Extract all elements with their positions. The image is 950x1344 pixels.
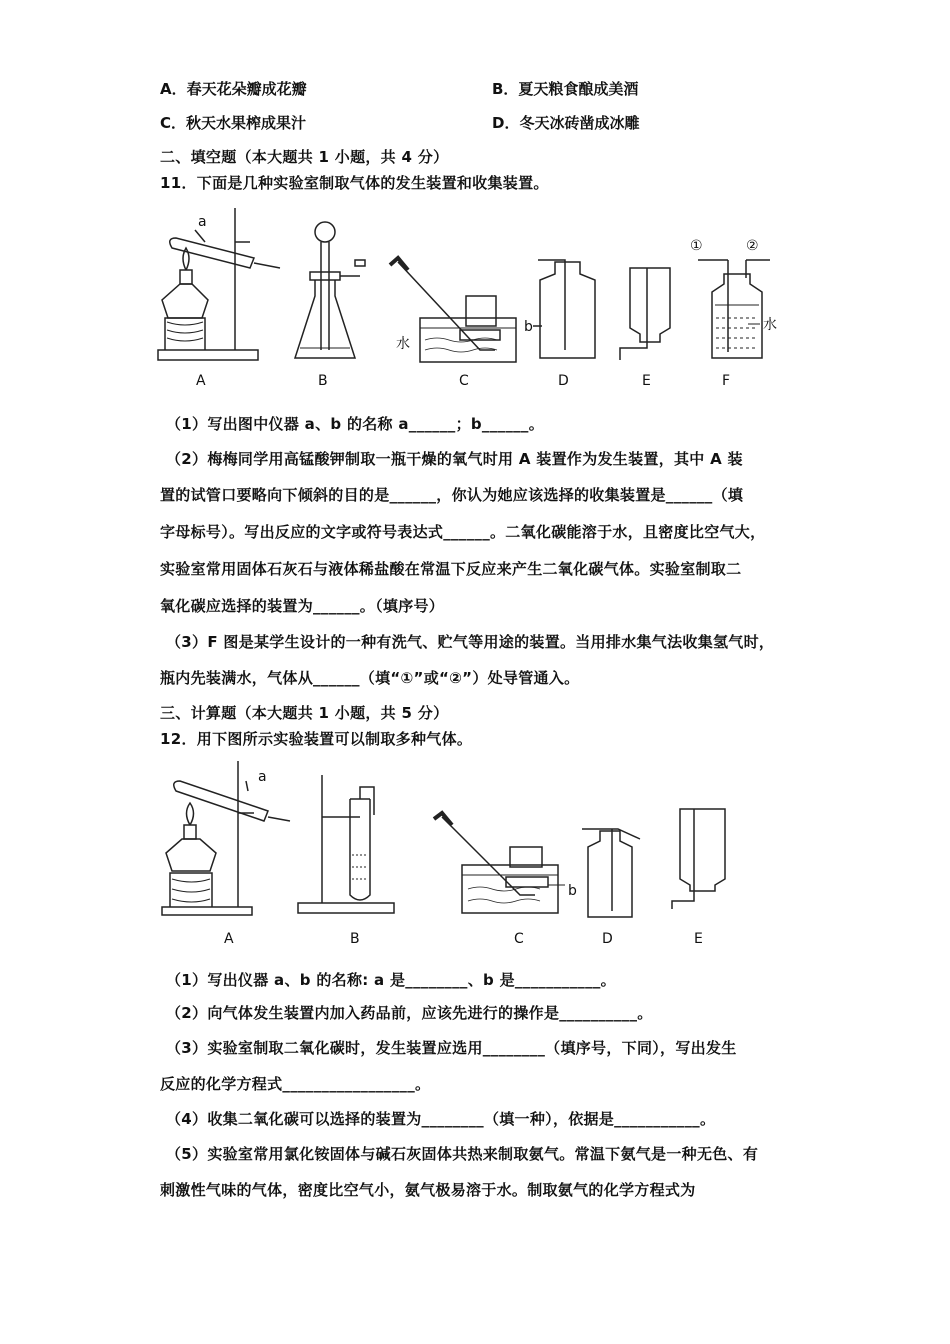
q11-part2-line3: 字母标号）。写出反应的文字或符号表达式______。二氧化碳能溶于水，且密度比空气大， — [160, 523, 766, 541]
fig1-circle-2: ② — [746, 238, 759, 254]
stand-base — [158, 350, 258, 360]
option-d: D．冬天冰砖凿成冰雕 — [492, 114, 640, 132]
q11-part1: （1）写出图中仪器 a、b 的名称 a______；b______。 — [166, 415, 545, 433]
fig1-label-a: a — [198, 214, 207, 230]
q12-part4: （4）收集二氧化碳可以选择的装置为________（填一种），依据是___________。 — [166, 1110, 716, 1128]
q12-apparatus-figure — [150, 755, 770, 955]
fig1-caption-F: F — [722, 373, 731, 389]
fig2-caption-C: C — [514, 931, 524, 947]
fig2-caption-B: B — [350, 931, 360, 947]
gas-bottle-e — [630, 268, 670, 342]
q12-part2: （2）向气体发生装置内加入药品前，应该先进行的操作是__________。 — [166, 1004, 653, 1022]
fig1-caption-C: C — [459, 373, 469, 389]
fig1-label-b: b — [524, 319, 533, 335]
q11-apparatus-figure — [150, 200, 800, 400]
fig1-caption-D: D — [558, 373, 569, 389]
conical-flask — [295, 280, 355, 358]
q12-stem: 12．用下图所示实验装置可以制取多种气体。 — [160, 730, 473, 748]
q12-part3-line1: （3）实验室制取二氧化碳时，发生装置应选用________（填序号，下同），写出发生 — [166, 1039, 737, 1057]
q12-part5-line1: （5）实验室常用氯化铵固体与碱石灰固体共热来制取氨气。常温下氨气是一种无色、有 — [166, 1145, 759, 1163]
fig2-caption-D: D — [602, 931, 613, 947]
q11-part2-line4: 实验室常用固体石灰石与液体稀盐酸在常温下反应来产生二氧化碳气体。实验室制取二 — [160, 560, 742, 578]
option-c: C．秋天水果榨成果汁 — [160, 114, 307, 132]
alcohol-lamp — [162, 284, 208, 318]
fig2-caption-E: E — [694, 931, 703, 947]
section3-heading: 三、计算题（本大题共 1 小题，共 5 分） — [160, 704, 449, 722]
option-b: B．夏天粮食酿成美酒 — [492, 80, 639, 98]
q11-part3-line2: 瓶内先装满水，气体从______（填“①”或“②”）处导管通入。 — [160, 669, 580, 687]
q11-part2-line1: （2）梅梅同学用高锰酸钾制取一瓶干燥的氧气时用 A 装置作为发生装置，其中 A 装 — [166, 450, 743, 468]
wash-bottle-f — [712, 274, 762, 358]
q12-part1: （1）写出仪器 a、b 的名称: a 是________、b 是___________。 — [166, 971, 616, 989]
gas-bottle-d — [540, 262, 595, 358]
section2-heading: 二、填空题（本大题共 1 小题，共 4 分） — [160, 148, 449, 166]
fig1-caption-B: B — [318, 373, 328, 389]
q11-part2-line5: 氧化碳应选择的装置为______。（填序号） — [160, 597, 445, 615]
fig1-caption-A: A — [196, 373, 206, 389]
q11-stem: 11．下面是几种实验室制取气体的发生装置和收集装置。 — [160, 174, 549, 192]
gas-jar-c — [466, 296, 496, 326]
q11-part3-line1: （3）F 图是某学生设计的一种有洗气、贮气等用途的装置。当用排水集气法收集氢气时， — [166, 633, 775, 651]
fig2-label-b: b — [568, 883, 577, 899]
q11-part2-line2: 置的试管口要略向下倾斜的目的是______，你认为她应该选择的收集装置是______（填 — [160, 486, 744, 504]
q12-part5-line2: 刺激性气味的气体，密度比空气小，氨气极易溶于水。制取氨气的化学方程式为 — [160, 1181, 696, 1199]
fig1-water-c: 水 — [396, 336, 410, 352]
fig1-caption-E: E — [642, 373, 651, 389]
fig2-label-a: a — [258, 769, 267, 785]
fig1-water-f: 水 — [763, 317, 777, 333]
fig1-circle-1: ① — [690, 238, 703, 254]
fig2-caption-A: A — [224, 931, 234, 947]
option-a: A．春天花朵瓣成花瓣 — [160, 80, 307, 98]
q12-part3-line2: 反应的化学方程式_________________。 — [160, 1075, 431, 1093]
